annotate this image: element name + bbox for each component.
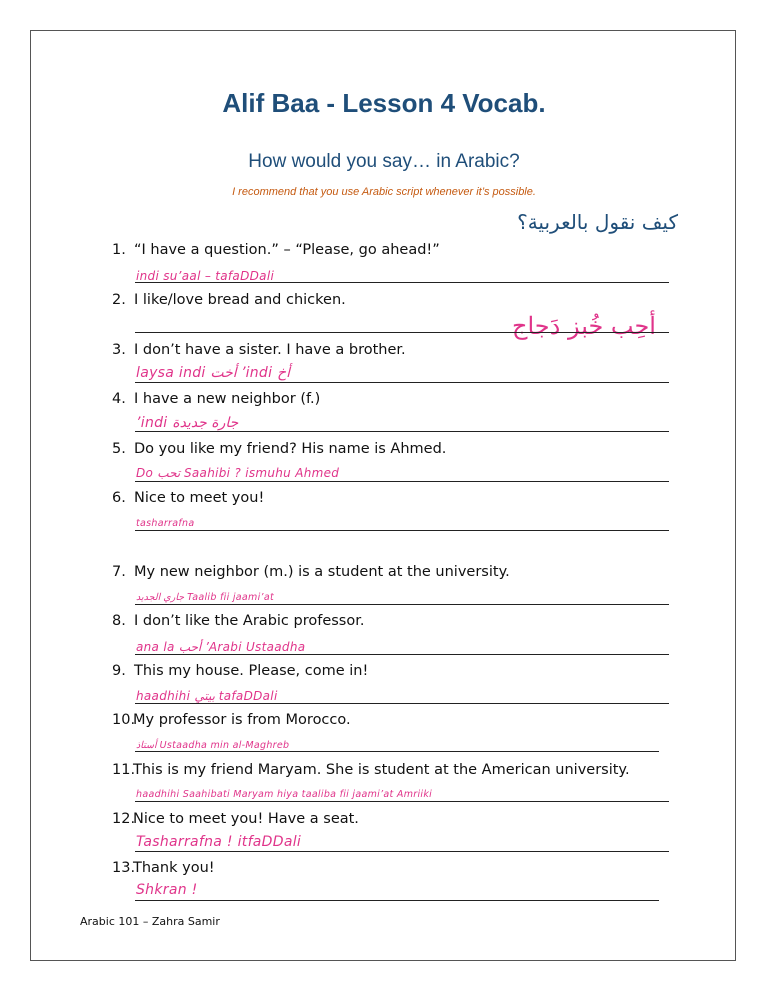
question-6 [112,490,264,506]
answer-line-2[interactable] [135,332,669,333]
question-5 [112,441,446,457]
question-number: 5. [112,441,126,457]
recommendation-note: I recommend that you use Arabic script whenever it’s possible. [232,186,536,198]
question-number: 6. [112,490,126,506]
answer-11: haadhihi Saahibati Maryam hiya taaliba fii jaami’at Amriiki [136,789,433,800]
answer-line-8[interactable] [135,654,669,655]
question-number: 12. [112,811,136,827]
answer-6: tasharrafna [136,518,195,529]
question-10 [112,712,351,728]
footer-credit: Arabic 101 – Zahra Samir [80,915,220,928]
question-text: I like/love bread and chicken. [134,292,346,308]
answer-line-4[interactable] [135,431,669,432]
question-text: My new neighbor (m.) is a student at the university. [134,564,510,580]
answer-line-11[interactable] [135,801,669,802]
question-text: I don’t like the Arabic professor. [134,613,365,629]
question-7 [112,564,510,580]
question-text: My professor is from Morocco. [133,712,351,728]
answer-line-3[interactable] [135,382,669,383]
question-number: 11. [112,762,136,778]
question-text: I have a new neighbor (f.) [134,391,321,407]
question-number: 10. [112,712,136,728]
answer-8: ana la أحب ’Arabi Ustaadha [136,640,306,654]
question-11 [112,762,630,778]
question-number: 3. [112,342,126,358]
answer-10: أستاذ Ustaadha min al-Maghreb [136,740,290,751]
arabic-heading: كيف نقول بالعربية؟ [517,210,678,234]
answer-7: جاري الجديد Taalib fii jaami’at [136,592,274,603]
answer-line-7[interactable] [135,604,669,605]
question-number: 13. [112,860,136,876]
answer-4: ’indi جارة جديدة [136,415,239,431]
answer-line-9[interactable] [135,703,669,704]
question-number: 4. [112,391,126,407]
question-9 [112,663,368,679]
question-8 [112,613,364,629]
question-text: I don’t have a sister. I have a brother. [134,342,406,358]
question-number: 7. [112,564,126,580]
question-text: Thank you! [133,860,215,876]
page-subtitle: How would you say… in Arabic? [248,151,520,172]
answer-line-5[interactable] [135,481,669,482]
question-2 [112,292,346,308]
answer-3: laysa indi أخت ’indi أخ [136,365,290,381]
question-3 [112,342,406,358]
answer-5: Do تحب Saahibi ? ismuhu Ahmed [136,466,340,480]
question-4 [112,391,320,407]
page-title: Alif Baa - Lesson 4 Vocab. [222,88,546,118]
question-number: 8. [112,613,126,629]
answer-13: Shkran ! [136,882,198,898]
question-text: Nice to meet you! [134,490,265,506]
question-text: Do you like my friend? His name is Ahmed. [134,441,447,457]
question-number: 9. [112,663,126,679]
question-13 [112,860,215,876]
question-12 [112,811,359,827]
answer-line-1[interactable] [135,282,669,283]
answer-line-12[interactable] [135,851,669,852]
answer-2-script: أحِب خُبز دَجاج [512,312,656,340]
question-text: “I have a question.” – “Please, go ahead!” [134,242,440,258]
question-1 [112,242,440,258]
question-text: Nice to meet you! Have a seat. [133,811,359,827]
answer-line-10[interactable] [135,751,659,752]
answer-9: haadhihi بيتي tafaDDali [136,689,278,703]
question-text: This my house. Please, come in! [134,663,369,679]
question-number: 1. [112,242,126,258]
question-number: 2. [112,292,126,308]
answer-1: indi su’aal – tafaDDali [136,269,275,283]
answer-12: Tasharrafna ! itfaDDali [136,834,302,850]
answer-line-6[interactable] [135,530,669,531]
answer-line-13[interactable] [135,900,659,901]
question-text: This is my friend Maryam. She is student at the American university. [133,762,630,778]
